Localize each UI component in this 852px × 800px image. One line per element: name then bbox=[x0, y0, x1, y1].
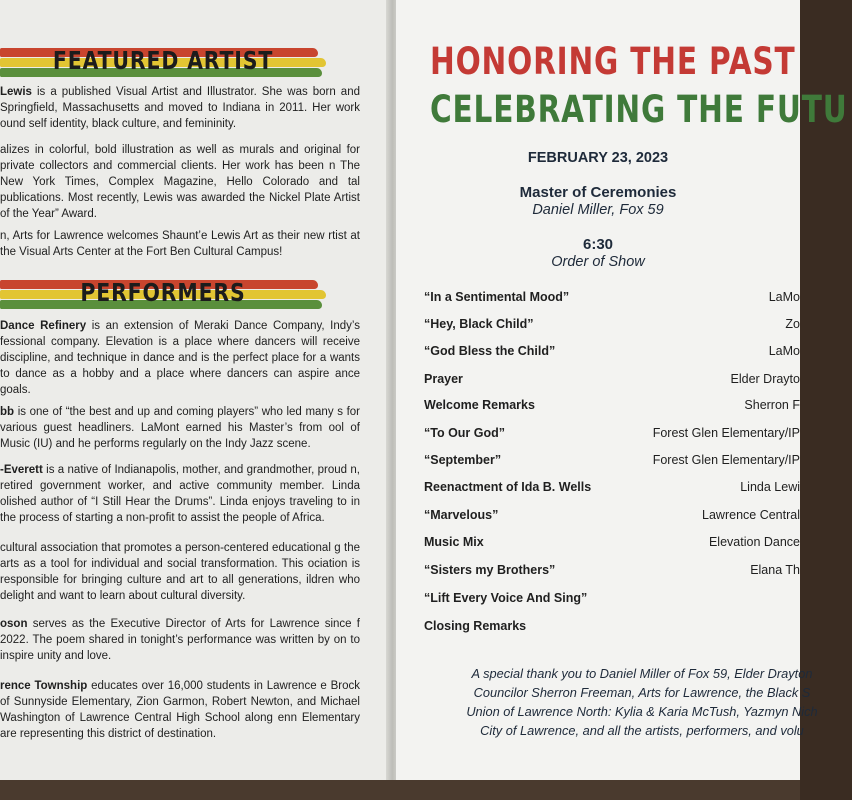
program-row: Reenactment of Ida B. Wells Linda Lewi bbox=[424, 480, 800, 494]
performer-paragraph-4: cultural association that promotes a person-centered educational g the arts as a tool for individual and social transformation. This ociation is responsible for bringing culture and art to all generations, ildren who delight and want to learn about cultural diversity. bbox=[0, 542, 360, 602]
featured-artist-heading: FEATURED ARTIST bbox=[52, 46, 274, 75]
show-time: 6:30 bbox=[582, 236, 614, 253]
program-left-page bbox=[0, 0, 392, 780]
program-right-page bbox=[396, 0, 848, 780]
program-row: “Lift Every Voice And Sing” bbox=[424, 591, 588, 605]
title-honoring: HONORING THE PAST bbox=[430, 40, 796, 83]
program-row: “God Bless the Child” LaMo bbox=[424, 344, 800, 358]
moc-name: Daniel Miller, Fox 59 bbox=[532, 202, 664, 218]
program-row: “Sisters my Brothers” Elana Th bbox=[424, 563, 800, 577]
performer-paragraph-1: Dance Refinery is an extension of Meraki Dance Company, Indy’s fessional company. Elevation is a place where dancers will receive discipline, and technique in dance and is the perfect place for a wants to dance as a hobby and a place where dancers can aspire ance goals. bbox=[0, 320, 360, 396]
performer-paragraph-3: -Everett is a native of Indianapolis, mother, and grandmother, proud n, retired government worker, and active community member. Linda olished author of “I Still Hear the Drums”. Linda enjoys traveling to in the process of starting a non-profit to assist the people of Africa. bbox=[0, 464, 360, 524]
program-row: “Marvelous” Lawrence Central bbox=[424, 508, 800, 522]
featured-artist-banner bbox=[0, 46, 326, 82]
moc-label: Master of Ceremonies bbox=[519, 184, 677, 201]
featured-paragraph-3: n, Arts for Lawrence welcomes Shaunt’e Lewis Art as their new rtist at the Visual Arts Center at the Fort Ben Cultural Campus! bbox=[0, 230, 360, 258]
program-row: “In a Sentimental Mood” LaMo bbox=[424, 290, 800, 304]
program-row: Closing Remarks bbox=[424, 619, 527, 633]
program-row: Music Mix Elevation Dance bbox=[424, 535, 800, 549]
order-label: Order of Show bbox=[551, 254, 645, 270]
performer-paragraph-2: bb is one of “the best and up and coming players” who led many s for various guest headliners. LaMont earned his Master’s from ool of Music (IU) and he performs regularly on the Indy Jazz scene. bbox=[0, 406, 360, 450]
program-row: Prayer Elder Drayto bbox=[424, 372, 800, 386]
featured-paragraph-2: alizes in colorful, bold illustration as well as murals and original for private collectors and commercial clients. Her work has been n The New York Times, Complex Magazine, Hello Colorado and tal publications. Most recently, Lewis was awarded the Nickel Plate Artist of the Year” Award. bbox=[0, 144, 360, 220]
title-celebrating: CELEBRATING THE FUTU bbox=[430, 88, 848, 131]
program-row: “September” Forest Glen Elementary/IP bbox=[424, 453, 800, 467]
performer-paragraph-6: rence Township educates over 16,000 students in Lawrence e Brock of Sunnyside Elementary, Zion Garmon, Robert Newton, and Michael Washington of Lawrence Central High School along enn Elementary are representing this district of destination. bbox=[0, 680, 360, 740]
program-row: “To Our God” Forest Glen Elementary/IP bbox=[424, 426, 800, 440]
featured-paragraph-1: Lewis is a published Visual Artist and Illustrator. She was born and Springfield, Massachusetts and moved to Indiana in 2011. Her work ound self identity, black culture, and femininity. bbox=[0, 86, 360, 130]
program-row: “Hey, Black Child” Zo bbox=[424, 317, 800, 331]
performers-heading: PERFORMERS bbox=[80, 278, 246, 307]
performer-paragraph-5: oson serves as the Executive Director of Arts for Lawrence since f 2022. The poem shared in tonight’s performance was written by on to inspire unity and love. bbox=[0, 618, 360, 662]
program-row: Welcome Remarks Sherron F bbox=[424, 398, 800, 412]
performers-banner bbox=[0, 278, 326, 314]
event-date: FEBRUARY 23, 2023 bbox=[527, 150, 669, 166]
special-thanks: A special thank you to Daniel Miller of Fox 59, Elder Drayton Councilor Sherron Freeman, Arts for Lawrence, the Black S Union of Lawrence North: Kylia & Karia McTush, Yazmyn Nich City of Lawrence, and all the artists, performers, and volu bbox=[466, 666, 818, 738]
